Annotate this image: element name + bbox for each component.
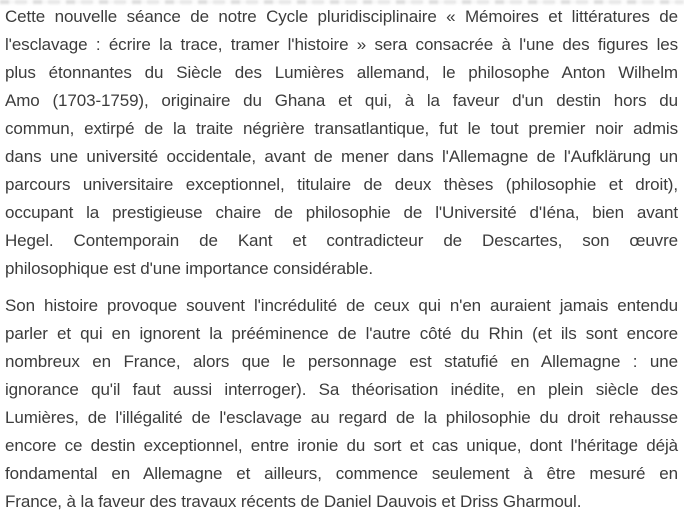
text-line: plus étonnantes du Siècle des Lumières allemand, le philosophe Anton Wilhelm [5,63,678,82]
text-line: dans une université occidentale, avant de mener dans l'Allemagne de l'Aufklärung un [5,147,678,166]
text-line: parcours universitaire exceptionnel, titulaire de deux thèses (philosophie et droit), [5,175,678,194]
text-line: Cette nouvelle séance de notre Cycle pluridisciplinaire « Mémoires et littératures de [5,7,678,26]
text-line: France, à la faveur des travaux récents de Daniel Dauvois et Driss Gharmoul. [5,492,582,511]
text-line: Lumières, de l'illégalité de l'esclavage au regard de la philosophie du droit rehausse [5,408,678,427]
text-line: Amo (1703-1759), originaire du Ghana et qui, à la faveur d'un destin hors du [5,91,678,110]
paragraph-2 [5,292,678,516]
text-line: fondamental en Allemagne et ailleurs, commence seulement à être mesuré en [5,464,678,483]
document-page [5,3,678,525]
text-line: encore ce destin exceptionnel, entre ironie du sort et cas unique, dont l'héritage déjà [5,436,678,455]
text-line: occupant la prestigieuse chaire de philosophie de l'Université d'Iéna, bien avant [5,203,678,222]
text-line: philosophique est d'une importance considérable. [5,259,373,278]
text-line: Son histoire provoque souvent l'incrédulité de ceux qui n'en auraient jamais entendu [5,296,678,315]
text-line: nombreux en France, alors que le personnage est statufié en Allemagne : une [5,352,678,371]
paragraph-1 [5,3,678,283]
text-line: l'esclavage : écrire la trace, tramer l'histoire » sera consacrée à l'une des figures les [5,35,678,54]
text-line: Hegel. Contemporain de Kant et contradicteur de Descartes, son œuvre [5,231,678,250]
text-line: ignorance qu'il faut aussi interroger). Sa théorisation inédite, en plein siècle des [5,380,678,399]
text-line: parler et qui en ignorent la prééminence de l'autre côté du Rhin (et ils sont encore [5,324,678,343]
text-line: commun, extirpé de la traite négrière transatlantique, fut le tout premier noir admis [5,119,678,138]
